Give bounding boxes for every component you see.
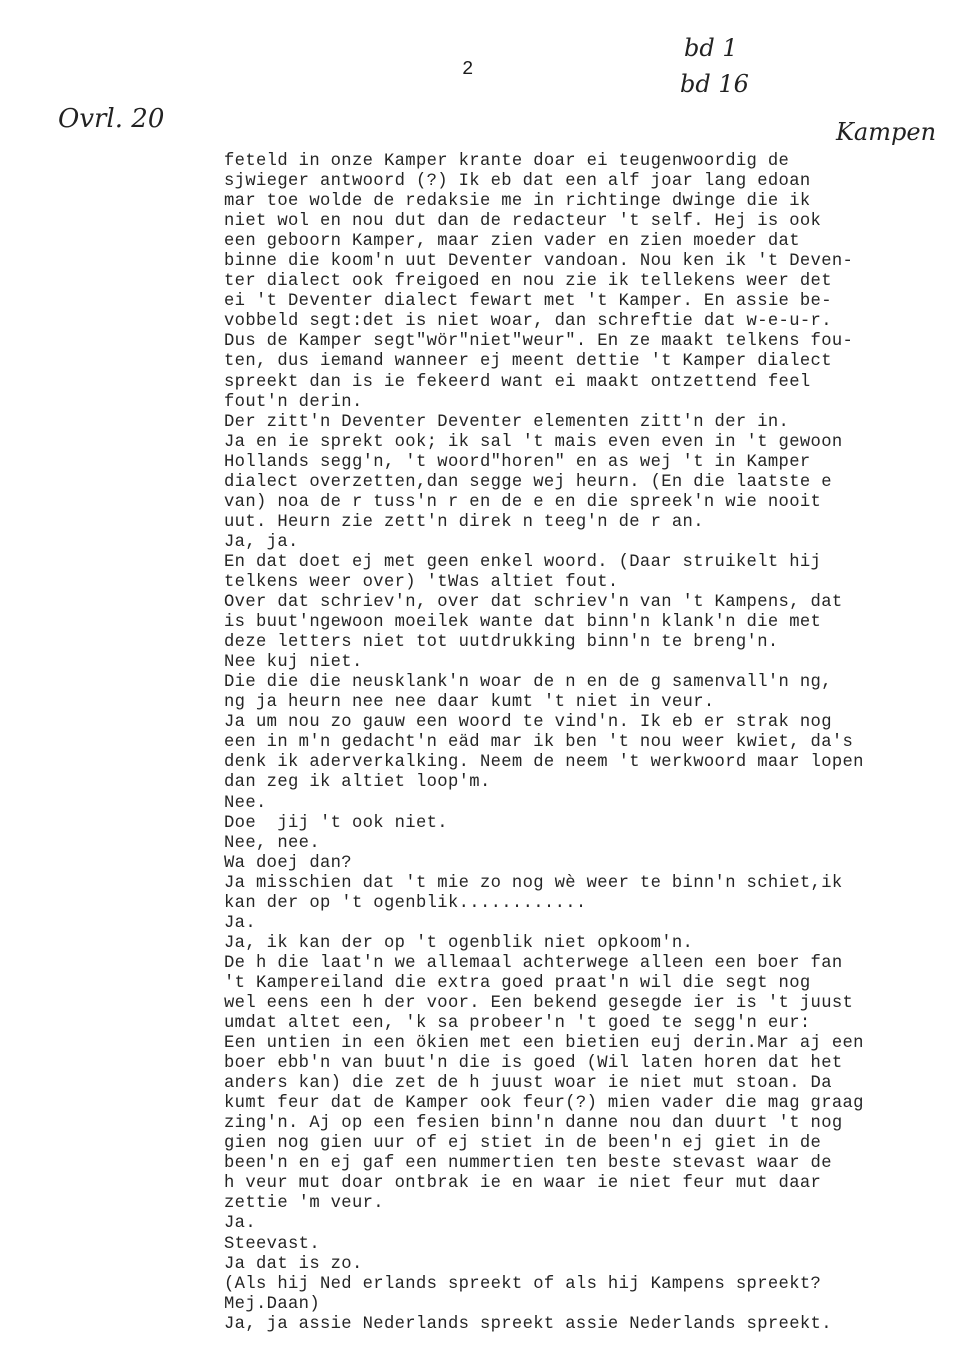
transcript-line: kumt feur dat de Kamper ook feur(?) mien vader die mag graag bbox=[224, 1094, 864, 1114]
transcript-line: Mej.Daan) bbox=[224, 1294, 320, 1314]
transcript-line: gien nog gien uur of ej stiet in de been'n ej giet in de bbox=[224, 1134, 822, 1154]
handwritten-note-top-2: bd 16 bbox=[680, 70, 749, 98]
transcript-line: Ja dat is zo. bbox=[224, 1254, 363, 1274]
transcript-line: Dus de Kamper segt"wör"niet"weur". En ze maakt telkens fou- bbox=[224, 332, 854, 352]
transcript-line: ter dialect ook freigoed en nou zie ik tellekens weer det bbox=[224, 272, 832, 292]
transcript-line: mar toe wolde de redaksie me in richtinge dwinge die ik bbox=[224, 192, 811, 212]
transcript-line: uut. Heurn zie zett'n direk n teeg'n de r an. bbox=[224, 512, 704, 532]
transcript-line: een geboorn Kamper, maar zien vader en zien moeder dat bbox=[224, 232, 800, 252]
transcript-line: Over dat schriev'n, over dat schriev'n van 't Kampens, dat bbox=[224, 593, 843, 613]
transcript-line: dan zeg ik altiet loop'm. bbox=[224, 773, 491, 793]
handwritten-note-top-1: bd 1 bbox=[684, 34, 738, 62]
transcript-line: (Als hij Ned erlands spreekt of als hij Kampens spreekt? bbox=[224, 1274, 822, 1294]
handwritten-note-left: Ovrl. 20 bbox=[58, 104, 165, 134]
transcript-line: Doe jij 't ook niet. bbox=[224, 813, 448, 833]
transcript-line: sjwieger antwoord (?) Ik eb dat een alf joar lang edoan bbox=[224, 172, 811, 192]
transcript-line: boer ebb'n van buut'n die is goed (Wil laten horen dat het bbox=[224, 1054, 843, 1074]
transcript-line: Een untien in een ökien met een bietien euj derin.Mar aj een bbox=[224, 1034, 864, 1054]
transcript-line: deze letters niet tot uutdrukking binn'n te breng'n. bbox=[224, 633, 779, 653]
transcript-line: zettie 'm veur. bbox=[224, 1194, 384, 1214]
transcript-line: Ja en ie sprekt ook; ik sal 't mais even even in 't gewoon bbox=[224, 432, 843, 452]
transcript-line: 't Kampereiland die extra goed praat'n wil die segt nog bbox=[224, 973, 811, 993]
transcript-line: Nee kuj niet. bbox=[224, 653, 363, 673]
transcript-line: Nee, nee. bbox=[224, 833, 320, 853]
transcript-line: zing'n. Aj op een fesien binn'n danne nou dan duurt 't nog bbox=[224, 1114, 843, 1134]
transcript-line: binne die koom'n uut Deventer vandoan. Nou ken ik 't Deven- bbox=[224, 252, 854, 272]
transcript-line: denk ik aderverkalking. Neem de neem 't werkwoord maar lopen bbox=[224, 753, 864, 773]
transcript-line: niet wol en nou dut dan de redacteur 't self. Hej is ook bbox=[224, 212, 822, 232]
transcript-line: h veur mut doar ontbrak ie en waar ie niet feur mut daar bbox=[224, 1174, 822, 1194]
transcript-line: umdat altet een, 'k sa probeer'n 't goed te segg'n eur: bbox=[224, 1014, 811, 1034]
transcript-line: vobbeld segt:det is niet woar, dan schreftie dat w-e-u-r. bbox=[224, 312, 832, 332]
transcript-line: Ja, ja assie Nederlands spreekt assie Nederlands spreekt. bbox=[224, 1314, 832, 1334]
page-number: 2 bbox=[462, 58, 474, 80]
typed-transcript bbox=[224, 152, 960, 1335]
transcript-line: Ja um nou zo gauw een woord te vind'n. Ik eb er strak nog bbox=[224, 713, 832, 733]
transcript-line: spreekt dan is ie fekeerd want ei maakt ontzettend feel bbox=[224, 372, 811, 392]
transcript-line: een in m'n gedacht'n eäd mar ik ben 't nou weer kwiet, da's bbox=[224, 733, 854, 753]
handwritten-note-right: Kampen bbox=[836, 118, 937, 146]
transcript-line: telkens weer over) 'tWas altiet fout. bbox=[224, 572, 619, 592]
transcript-line: En dat doet ej met geen enkel woord. (Daar struikelt hij bbox=[224, 552, 822, 572]
transcript-line: Ja, ja. bbox=[224, 532, 299, 552]
transcript-line: anders kan) die zet de h juust woar ie niet mut stoan. Da bbox=[224, 1074, 832, 1094]
transcript-line: Der zitt'n Deventer Deventer elementen zitt'n der in. bbox=[224, 412, 790, 432]
transcript-line: Wa doej dan? bbox=[224, 853, 352, 873]
transcript-line: Ja. bbox=[224, 913, 256, 933]
transcript-line: De h die laat'n we allemaal achterwege alleen een boer fan bbox=[224, 953, 843, 973]
transcript-line: been'n en ej gaf een nummertien ten beste stevast waar de bbox=[224, 1154, 832, 1174]
transcript-line: is buut'ngewoon moeilek wante dat binn'n klank'n die met bbox=[224, 613, 822, 633]
transcript-line: fout'n derin. bbox=[224, 392, 363, 412]
transcript-line: Nee. bbox=[224, 793, 267, 813]
transcript-line: Ja, ik kan der op 't ogenblik niet opkoom'n. bbox=[224, 933, 694, 953]
transcript-line: kan der op 't ogenblik............ bbox=[224, 893, 587, 913]
transcript-line: ng ja heurn nee nee daar kumt 't niet in veur. bbox=[224, 693, 715, 713]
transcript-line: ei 't Deventer dialect fewart met 't Kamper. En assie be- bbox=[224, 292, 832, 312]
transcript-line: Steevast. bbox=[224, 1234, 320, 1254]
transcript-line: feteld in onze Kamper krante doar ei teugenwoordig de bbox=[224, 152, 790, 171]
transcript-line: wel eens een h der voor. Een bekend gesegde ier is 't juust bbox=[224, 993, 854, 1013]
transcript-line: Hollands segg'n, 't woord"horen" en as wej 't in Kamper bbox=[224, 452, 811, 472]
transcript-line: Die die die neusklank'n woar de n en de g samenvall'n ng, bbox=[224, 673, 832, 693]
transcript-line: dialect overzetten,dan segge wej heurn. (En die laatste e bbox=[224, 472, 832, 492]
transcript-line: Ja. bbox=[224, 1214, 256, 1234]
transcript-line: Ja misschien dat 't mie zo nog wè weer te binn'n schiet,ik bbox=[224, 873, 843, 893]
transcript-line: van) noa de r tuss'n r en de e en die spreek'n wie nooit bbox=[224, 492, 822, 512]
transcript-line: ten, dus iemand wanneer ej meent dettie 't Kamper dialect bbox=[224, 352, 832, 372]
